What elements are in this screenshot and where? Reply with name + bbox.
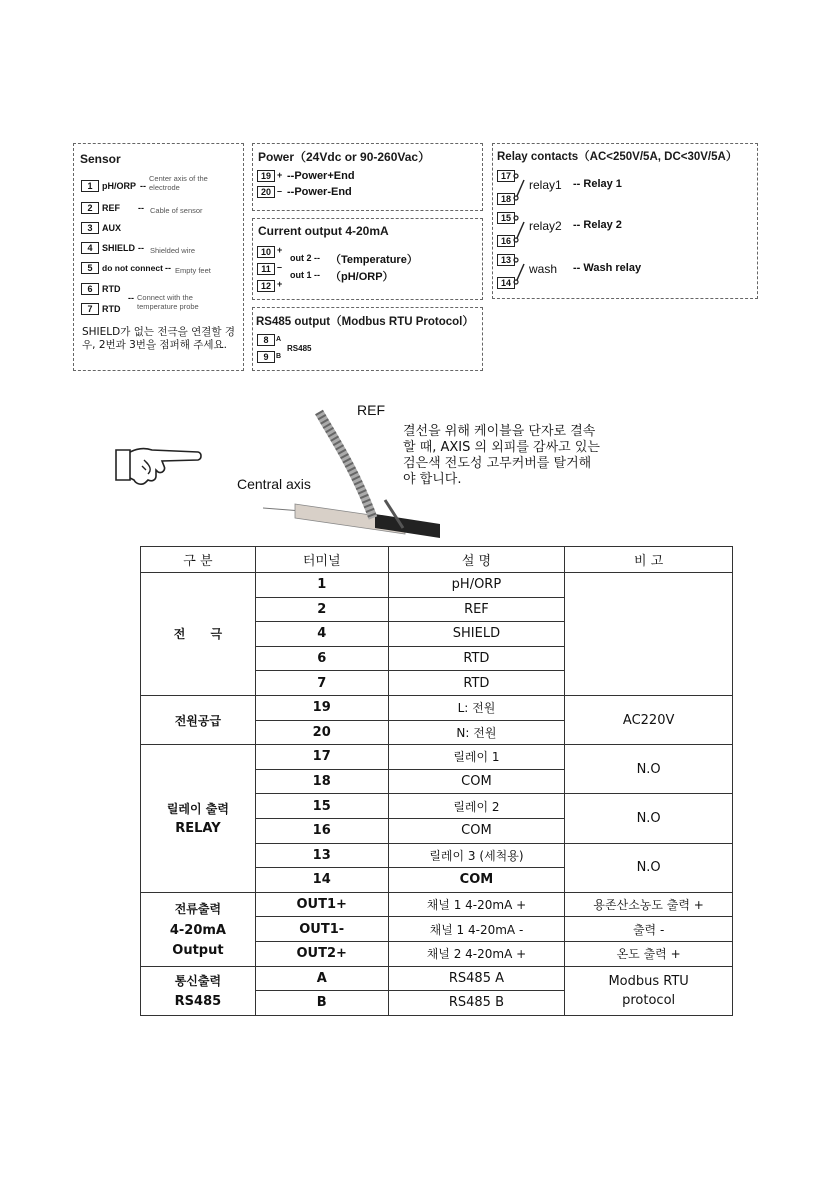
relay-name: relay2 <box>529 219 562 233</box>
desc-cell: 릴레이 3 (세척용) <box>388 843 565 868</box>
terminal-cell: A <box>255 966 388 991</box>
relay-name: wash <box>529 262 558 276</box>
power-minus-label: --Power-End <box>287 186 352 198</box>
group-label-line: RS485 <box>174 994 222 1010</box>
desc-cell: L: 전원 <box>388 695 565 720</box>
desc-cell: RS485 B <box>388 991 565 1016</box>
group-label: 전 극 <box>141 573 256 696</box>
rtd-arrow: -- <box>128 293 134 303</box>
terminal-tag: 6 <box>81 283 99 295</box>
central-axis-label: Central axis <box>237 476 311 492</box>
group-label-line: 4-20mA <box>169 923 226 939</box>
terminal-cell: 7 <box>255 671 388 696</box>
terminal-cell: OUT2+ <box>255 941 388 966</box>
note-cell <box>565 966 733 1015</box>
terminal-cell: 14 <box>255 868 388 893</box>
note-cell: 온도 출력 + <box>565 941 733 966</box>
current-sign: – <box>277 262 283 272</box>
desc-cell: COM <box>388 868 565 893</box>
group-label-line: 통신출력 <box>174 974 222 989</box>
terminal-cell: 19 <box>255 695 388 720</box>
current-sign: + <box>277 279 283 289</box>
sensor-label: REF <box>102 203 120 213</box>
terminal-tag: 2 <box>81 202 99 214</box>
sensor-label: pH/ORP <box>102 181 137 191</box>
terminal-cell: 2 <box>255 597 388 622</box>
terminal-tag: 18 <box>497 193 515 205</box>
desc-cell: 릴레이 2 <box>388 794 565 819</box>
group-label <box>141 966 256 1015</box>
terminal-tag: 20 <box>257 186 275 198</box>
note-cell: N.O <box>565 794 733 843</box>
terminal-tag: 1 <box>81 180 99 192</box>
desc-cell: pH/ORP <box>388 573 565 598</box>
relay-switch-icon <box>513 172 527 202</box>
group-label: 전원공급 <box>141 695 256 744</box>
terminal-tag: 5 <box>81 262 99 274</box>
terminal-tag: 11 <box>257 263 275 275</box>
out2-label: （Temperature） <box>330 254 418 266</box>
table-row <box>141 966 733 991</box>
table-row <box>141 573 733 598</box>
sensor-desc: Center axis of the electrode <box>149 174 208 192</box>
sensor-label: do not connect <box>102 263 163 273</box>
terminal-cell: 13 <box>255 843 388 868</box>
current-title: Current output 4-20mA <box>258 224 389 238</box>
terminal-cell: OUT1- <box>255 917 388 942</box>
relay-desc: -- Wash relay <box>573 262 642 274</box>
sensor-note: SHIELD가 없는 전극을 연결할 경우, 2번과 3번을 점퍼해 주세요. <box>82 326 236 351</box>
note-cell <box>565 573 733 696</box>
group-label-line: 릴레이 출력 <box>166 802 229 817</box>
current-sign: + <box>277 245 283 255</box>
note-cell: AC220V <box>565 695 733 744</box>
sensor-label: RTD <box>102 304 121 314</box>
terminal-tag: 19 <box>257 170 275 182</box>
group-label <box>141 745 256 893</box>
note-line: protocol <box>622 992 676 1008</box>
power-sign: – <box>277 186 283 196</box>
desc-cell: 채널 2 4-20mA + <box>388 941 565 966</box>
desc-cell: RTD <box>388 646 565 671</box>
desc-cell: N: 전원 <box>388 720 565 745</box>
relay-desc: -- Relay 1 <box>573 178 622 190</box>
note-cell: 용존산소농도 출력 + <box>565 892 733 917</box>
sensor-label: SHIELD <box>102 243 136 253</box>
group-label <box>141 892 256 966</box>
sensor-arrow: -- <box>138 243 144 253</box>
rs485-label: RS485 <box>287 344 312 353</box>
note-cell: N.O <box>565 843 733 892</box>
group-label-line: 전류출력 <box>174 902 222 917</box>
relay-title: Relay contacts（AC<250V/5A, DC<30V/5A） <box>497 151 738 163</box>
desc-cell: COM <box>388 769 565 794</box>
out1-label: （pH/ORP） <box>330 271 394 283</box>
cable-note: 결선을 위해 케이블을 단자로 결속할 때, AXIS 의 외피를 감싸고 있는 검은색 전도성 고무커버를 탈거해야 합니다. <box>403 424 600 487</box>
power-title: Power（24Vdc or 90-260Vac） <box>258 150 431 164</box>
sensor-label: RTD <box>102 284 121 294</box>
sensor-label: AUX <box>102 223 122 233</box>
relay-switch-icon <box>513 256 527 286</box>
desc-cell: RS485 A <box>388 966 565 991</box>
terminal-cell: 15 <box>255 794 388 819</box>
terminal-tag: 16 <box>497 235 515 247</box>
table-header: 터미널 <box>255 547 388 573</box>
ref-label: REF <box>357 402 385 418</box>
terminal-tag: 14 <box>497 277 515 289</box>
terminal-cell: 16 <box>255 818 388 843</box>
table-row <box>141 695 733 720</box>
sensor-arrow: -- <box>138 203 144 213</box>
terminal-tag: 17 <box>497 170 515 182</box>
note-line: Modbus RTU <box>608 973 689 989</box>
rs485-b: B <box>276 353 282 360</box>
rs485-title: RS485 output（Modbus RTU Protocol） <box>256 316 474 328</box>
sensor-title: Sensor <box>80 152 121 166</box>
terminal-cell: 6 <box>255 646 388 671</box>
power-sign: + <box>277 170 283 180</box>
terminal-tag: 10 <box>257 246 275 258</box>
relay-switch-icon <box>513 214 527 244</box>
terminal-cell: OUT1+ <box>255 892 388 917</box>
terminal-tag: 12 <box>257 280 275 292</box>
table-header-row <box>141 547 733 573</box>
sensor-desc: Empty feet <box>175 266 211 275</box>
terminal-cell: 4 <box>255 622 388 647</box>
pointing-hand-icon <box>112 440 204 490</box>
power-plus-label: --Power+End <box>287 170 355 182</box>
sensor-desc: Shielded wire <box>150 246 196 255</box>
sensor-desc: Cable of sensor <box>150 206 203 215</box>
desc-cell: REF <box>388 597 565 622</box>
sensor-arrow: -- <box>165 263 171 273</box>
terminal-spec-table <box>140 546 733 1016</box>
sensor-arrow: -- <box>140 181 146 191</box>
note-cell: 출력 - <box>565 917 733 942</box>
relay-name: relay1 <box>529 178 562 192</box>
relay-desc: -- Relay 2 <box>573 219 622 231</box>
table-row <box>141 892 733 917</box>
table-header: 설 명 <box>388 547 565 573</box>
table-header: 구 분 <box>141 547 256 573</box>
out1-prefix: out 1 -- <box>290 270 320 280</box>
terminal-cell: 20 <box>255 720 388 745</box>
table-header: 비 고 <box>565 547 733 573</box>
table-row <box>141 745 733 770</box>
terminal-tag: 8 <box>257 334 275 346</box>
terminal-cell: 18 <box>255 769 388 794</box>
desc-cell: SHIELD <box>388 622 565 647</box>
desc-cell: RTD <box>388 671 565 696</box>
terminal-tag: 9 <box>257 351 275 363</box>
desc-cell: 채널 1 4-20mA + <box>388 892 565 917</box>
rtd-note: Connect with the temperature probe <box>137 293 199 311</box>
rs485-a: A <box>276 336 282 343</box>
terminal-tag: 13 <box>497 254 515 266</box>
terminal-tag: 3 <box>81 222 99 234</box>
terminal-cell: B <box>255 991 388 1016</box>
desc-cell: 채널 1 4-20mA - <box>388 917 565 942</box>
desc-cell: COM <box>388 818 565 843</box>
note-cell: N.O <box>565 745 733 794</box>
terminal-tag: 15 <box>497 212 515 224</box>
group-label-line: Output <box>172 943 224 959</box>
out2-prefix: out 2 -- <box>290 253 320 263</box>
terminal-tag: 7 <box>81 303 99 315</box>
terminal-cell: 1 <box>255 573 388 598</box>
terminal-tag: 4 <box>81 242 99 254</box>
desc-cell: 릴레이 1 <box>388 745 565 770</box>
group-label-line: RELAY <box>175 821 221 837</box>
terminal-cell: 17 <box>255 745 388 770</box>
